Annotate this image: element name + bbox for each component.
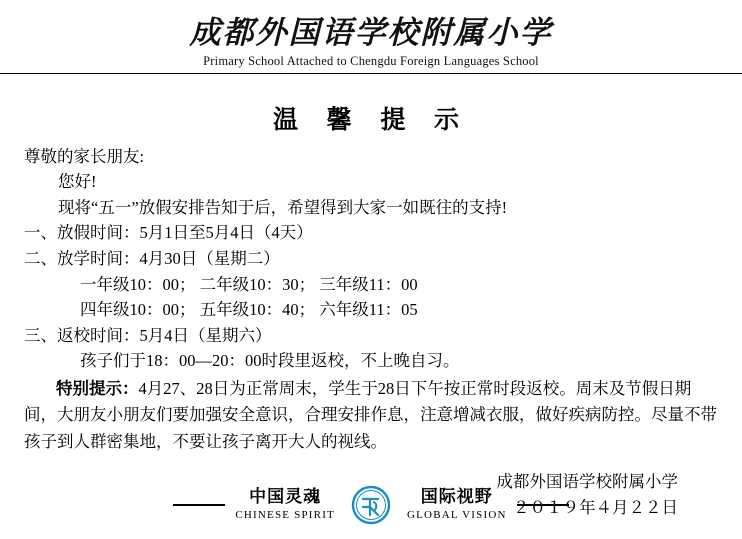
list-item: 二、放学时间：4月30日（星期二） <box>24 249 280 268</box>
signature-date: ２０１９年４月２２日 <box>513 498 678 518</box>
slogan-right-english: GLOBAL VISION <box>406 508 507 521</box>
slogan-right-chinese: 国际视野 <box>420 487 493 508</box>
dismissal-time-row: 一年级10：00； 二年级10：30； 三年级11：00 <box>80 274 418 294</box>
slogan-left-english: CHINESE SPIRIT <box>235 508 335 521</box>
greeting: 您好! <box>58 172 97 192</box>
dismissal-time-row: 四年级10：00； 五年级10：40； 六年级11：05 <box>80 300 418 320</box>
page-title: 温 馨 提 示 <box>272 104 470 134</box>
slogan-left <box>235 488 335 522</box>
slogan-left-chinese: 中国灵魂 <box>249 487 322 508</box>
school-logo-icon <box>351 485 391 525</box>
document-body <box>0 144 742 455</box>
document-footer <box>0 485 742 525</box>
list-item: 三、返校时间：5月4日（星期六） <box>24 325 272 345</box>
school-name-chinese: 成都外国语学校附属小学 <box>189 15 553 51</box>
document-header <box>0 0 742 74</box>
salutation: 尊敬的家长朋友: <box>24 146 145 166</box>
header-divider <box>0 73 742 74</box>
list-item: 一、放假时间：5月1日至5月4日（4天） <box>24 223 313 243</box>
return-detail: 孩子们于18：00—20：00时段里返校，不上晚自习。 <box>80 351 460 371</box>
school-name-english: Primary School Attached to Chengdu Foreign Languages School <box>203 53 539 68</box>
slogan-right <box>407 488 507 522</box>
special-notice-label: 特别提示： <box>56 378 139 398</box>
footer-rule-right <box>517 504 569 506</box>
intro-paragraph: 现将“五一”放假安排告知于后，希望得到大家一如既往的支持! <box>58 197 508 217</box>
special-notice <box>24 376 720 455</box>
footer-rule-left <box>173 504 225 506</box>
special-notice-text: 4月27、28日为正常周末，学生于28日下午按正常时段返校。周末及节假日期间，大朋友小朋友们要加强安全意识，合理安排作息，注意增减衣服，做好疾病防控。尽量不带孩子到人群密集地，不要让孩子离开大人的视线。 <box>24 378 717 451</box>
signature-organization: 成都外国语学校附属小学 <box>496 471 678 491</box>
